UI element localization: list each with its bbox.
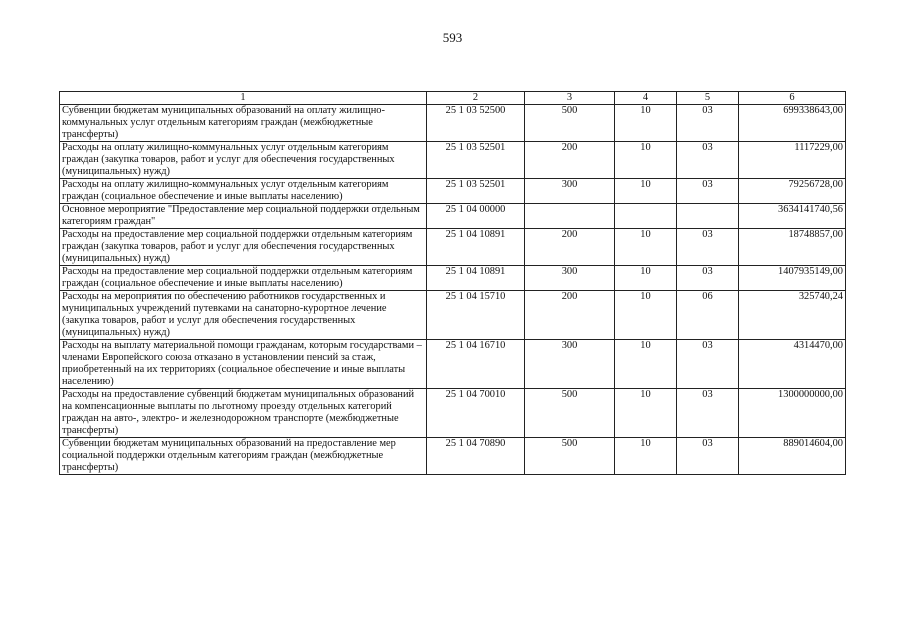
row-subsection: 03 (677, 340, 739, 389)
row-code: 25 1 03 52501 (427, 142, 525, 179)
table-row (60, 105, 846, 142)
column-header: 2 (427, 92, 525, 105)
row-amount: 79256728,00 (739, 179, 846, 204)
row-section: 10 (615, 142, 677, 179)
budget-table (59, 91, 846, 475)
row-section: 10 (615, 105, 677, 142)
row-subsection: 03 (677, 266, 739, 291)
row-code: 25 1 03 52500 (427, 105, 525, 142)
row-code: 25 1 04 10891 (427, 266, 525, 291)
row-expense-type: 300 (525, 266, 615, 291)
row-amount: 3634141740,56 (739, 204, 846, 229)
table-header-row (60, 92, 846, 105)
row-section: 10 (615, 340, 677, 389)
row-section: 10 (615, 438, 677, 475)
row-amount: 18748857,00 (739, 229, 846, 266)
row-amount: 889014604,00 (739, 438, 846, 475)
column-header: 5 (677, 92, 739, 105)
row-code: 25 1 03 52501 (427, 179, 525, 204)
row-amount: 1407935149,00 (739, 266, 846, 291)
row-subsection: 03 (677, 229, 739, 266)
table-row (60, 204, 846, 229)
row-subsection: 03 (677, 389, 739, 438)
row-subsection: 03 (677, 142, 739, 179)
row-section (615, 204, 677, 229)
row-amount: 4314470,00 (739, 340, 846, 389)
row-section: 10 (615, 179, 677, 204)
page-number: 593 (442, 30, 463, 45)
row-subsection (677, 204, 739, 229)
row-amount: 699338643,00 (739, 105, 846, 142)
column-header: 4 (615, 92, 677, 105)
row-section: 10 (615, 266, 677, 291)
row-expense-type: 300 (525, 340, 615, 389)
table-row (60, 340, 846, 389)
column-header: 1 (60, 92, 427, 105)
row-description: Расходы на предоставление мер социальной поддержки отдельным категориям граждан (социальное обеспечение и иные выплаты населению) (60, 266, 427, 291)
row-description: Субвенции бюджетам муниципальных образований на оплату жилищно-коммунальных услуг отдельным категориям граждан (межбюджетные трансферты) (60, 105, 427, 142)
row-code: 25 1 04 70010 (427, 389, 525, 438)
row-expense-type: 200 (525, 291, 615, 340)
row-code: 25 1 04 70890 (427, 438, 525, 475)
table-row (60, 438, 846, 475)
column-header: 6 (739, 92, 846, 105)
row-expense-type (525, 204, 615, 229)
table-body (60, 105, 846, 475)
row-amount: 1117229,00 (739, 142, 846, 179)
row-description: Расходы на оплату жилищно-коммунальных услуг отдельным категориям граждан (социальное обеспечение и иные выплаты населению) (60, 179, 427, 204)
row-description: Расходы на мероприятия по обеспечению работников государственных и муниципальных учреждений путевками на санаторно-курортное лечение (закупка товаров, работ и услуг для обеспечения государственных (муниципальных) нужд) (60, 291, 427, 340)
row-subsection: 03 (677, 105, 739, 142)
row-section: 10 (615, 229, 677, 266)
row-code: 25 1 04 00000 (427, 204, 525, 229)
row-description: Расходы на предоставление субвенций бюджетам муниципальных образований на компенсационные выплаты по льготному проезду отдельных категорий граждан на авто-, электро- и железнодорожном транспорте (межбюджетные трансферты) (60, 389, 427, 438)
column-header: 3 (525, 92, 615, 105)
row-description: Расходы на оплату жилищно-коммунальных услуг отдельным категориям граждан (закупка товаров, работ и услуг для обеспечения государственных (муниципальных) нужд) (60, 142, 427, 179)
row-description: Основное мероприятие "Предоставление мер социальной поддержки отдельным категориям граждан" (60, 204, 427, 229)
row-expense-type: 500 (525, 438, 615, 475)
row-expense-type: 300 (525, 179, 615, 204)
row-section: 10 (615, 389, 677, 438)
row-code: 25 1 04 10891 (427, 229, 525, 266)
row-subsection: 03 (677, 179, 739, 204)
row-expense-type: 200 (525, 142, 615, 179)
row-code: 25 1 04 15710 (427, 291, 525, 340)
table-row (60, 389, 846, 438)
row-subsection: 03 (677, 438, 739, 475)
table-row (60, 291, 846, 340)
row-description: Расходы на предоставление мер социальной поддержки отдельным категориям граждан (закупка товаров, работ и услуг для обеспечения государственных (муниципальных) нужд) (60, 229, 427, 266)
row-code: 25 1 04 16710 (427, 340, 525, 389)
row-amount: 1300000000,00 (739, 389, 846, 438)
table-row (60, 179, 846, 204)
row-section: 10 (615, 291, 677, 340)
row-amount: 325740,24 (739, 291, 846, 340)
row-subsection: 06 (677, 291, 739, 340)
table-row (60, 266, 846, 291)
row-description: Расходы на выплату материальной помощи гражданам, которым государствами – членами Европейского союза отказано в установлении пенсий за стаж, приобретенный на их территориях (социальное обеспечение и иные выплаты населению) (60, 340, 427, 389)
row-description: Субвенции бюджетам муниципальных образований на предоставление мер социальной поддержки отдельным категориям граждан (межбюджетные трансферты) (60, 438, 427, 475)
table-row (60, 229, 846, 266)
table-row (60, 142, 846, 179)
row-expense-type: 500 (525, 389, 615, 438)
row-expense-type: 200 (525, 229, 615, 266)
row-expense-type: 500 (525, 105, 615, 142)
